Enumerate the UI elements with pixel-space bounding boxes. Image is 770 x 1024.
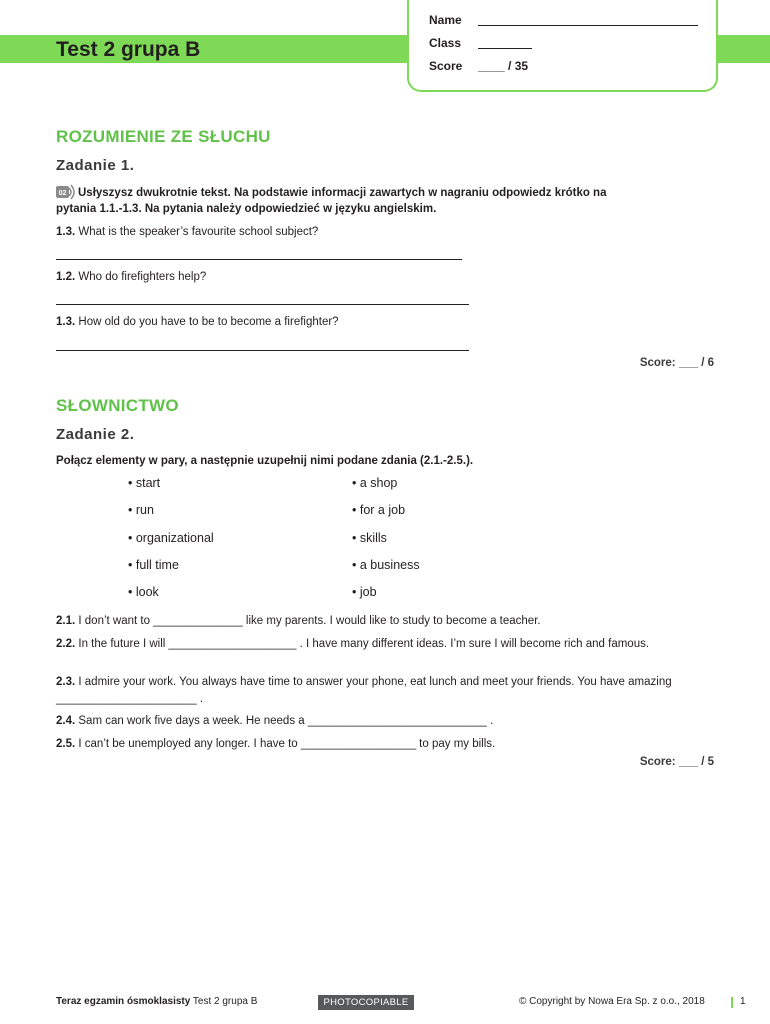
page-title: Test 2 grupa B: [56, 38, 201, 61]
task-title-2: Zadanie 2.: [56, 426, 135, 443]
task-1-instruction: [56, 185, 696, 202]
sentence-text: I admire your work. You always have time to answer your phone, eat lunch and meet your friends. You have amazing ______________________ .: [56, 676, 672, 705]
right-item-5: • job: [352, 585, 377, 599]
score-label: Score: [429, 59, 463, 73]
right-item-2: • for a job: [352, 503, 406, 517]
question-number: 1.3.: [56, 316, 76, 328]
answer-line-1[interactable]: [56, 259, 462, 260]
track-number: 02: [58, 190, 67, 197]
sentence-number: 2.1.: [56, 615, 76, 627]
left-item-5: • look: [128, 585, 159, 599]
name-field[interactable]: [478, 25, 698, 26]
left-item-3: • organizational: [128, 531, 214, 545]
section-title-listening: ROZUMIENIE ZE SŁUCHU: [56, 127, 271, 146]
score-listening: Score: ___ / 6: [639, 357, 714, 369]
question-2: [56, 269, 206, 285]
sentence-3: [56, 674, 716, 708]
right-item-1: • a shop: [352, 476, 398, 490]
question-number: 1.2.: [56, 271, 76, 283]
sentence-number: 2.5.: [56, 738, 76, 750]
question-text: How old do you have to be to become a firefighter?: [75, 316, 339, 328]
sentence-text: In the future I will ____________________ . I have many different ideas. I’m sure I will become rich and famous.: [75, 638, 650, 650]
sentence-5: [56, 736, 716, 753]
sentence-number: 2.4.: [56, 715, 76, 727]
sentence-text: Sam can work five days a week. He needs a ____________________________ .: [75, 715, 494, 727]
question-3: [56, 314, 339, 330]
name-label: Name: [429, 13, 462, 27]
score-vocabulary: Score: ___ / 5: [639, 756, 714, 768]
sentence-text: I can’t be unemployed any longer. I have to __________________ to pay my bills.: [75, 738, 496, 750]
footer-book-info: [56, 996, 257, 1007]
left-item-4: • full time: [128, 558, 179, 572]
footer-divider: [731, 997, 733, 1008]
section-title-vocabulary: SŁOWNICTWO: [56, 396, 179, 415]
task-2-instruction: Połącz elementy w pary, a następnie uzupełnij nimi podane zdania (2.1.-2.5.).: [56, 455, 474, 467]
footer-book-title: Teraz egzamin ósmoklasisty: [56, 996, 191, 1007]
student-info-box: [407, 0, 718, 92]
question-1: [56, 224, 318, 240]
right-item-3: • skills: [352, 531, 387, 545]
instruction-line-1: Usłyszysz dwukrotnie tekst. Na podstawie informacji zawartych w nagraniu odpowiedz krótko na: [78, 187, 607, 199]
class-label: Class: [429, 36, 462, 50]
right-item-4: • a business: [352, 558, 420, 572]
sentence-1: [56, 613, 716, 630]
sentence-4: [56, 713, 716, 730]
task-title-1: Zadanie 1.: [56, 157, 135, 174]
task-1-instruction-2: [56, 201, 696, 218]
total-score: ____ / 35: [478, 59, 529, 73]
instruction-line-2: pytania 1.1.-1.3. Na pytania należy odpowiedzieć w języku angielskim.: [56, 203, 437, 215]
page-number: 1: [740, 996, 746, 1007]
answer-line-3[interactable]: [56, 350, 469, 351]
photocopiable-badge: PHOTOCOPIABLE: [318, 995, 414, 1010]
question-text: What is the speaker’s favourite school subject?: [75, 226, 319, 238]
footer-test-name: Test 2 grupa B: [190, 996, 258, 1007]
left-item-2: • run: [128, 503, 154, 517]
sentence-text: I don’t want to ______________ like my parents. I would like to study to become a teacher.: [75, 615, 541, 627]
sentence-2: [56, 636, 716, 653]
question-number: 1.3.: [56, 226, 76, 238]
answer-line-2[interactable]: [56, 304, 469, 305]
sentence-number: 2.3.: [56, 676, 76, 688]
left-item-1: • start: [128, 476, 161, 490]
footer-copyright: © Copyright by Nowa Era Sp. z o.o., 2018: [519, 996, 705, 1007]
sentence-number: 2.2.: [56, 638, 76, 650]
question-text: Who do firefighters help?: [75, 271, 207, 283]
class-field[interactable]: [478, 48, 532, 49]
